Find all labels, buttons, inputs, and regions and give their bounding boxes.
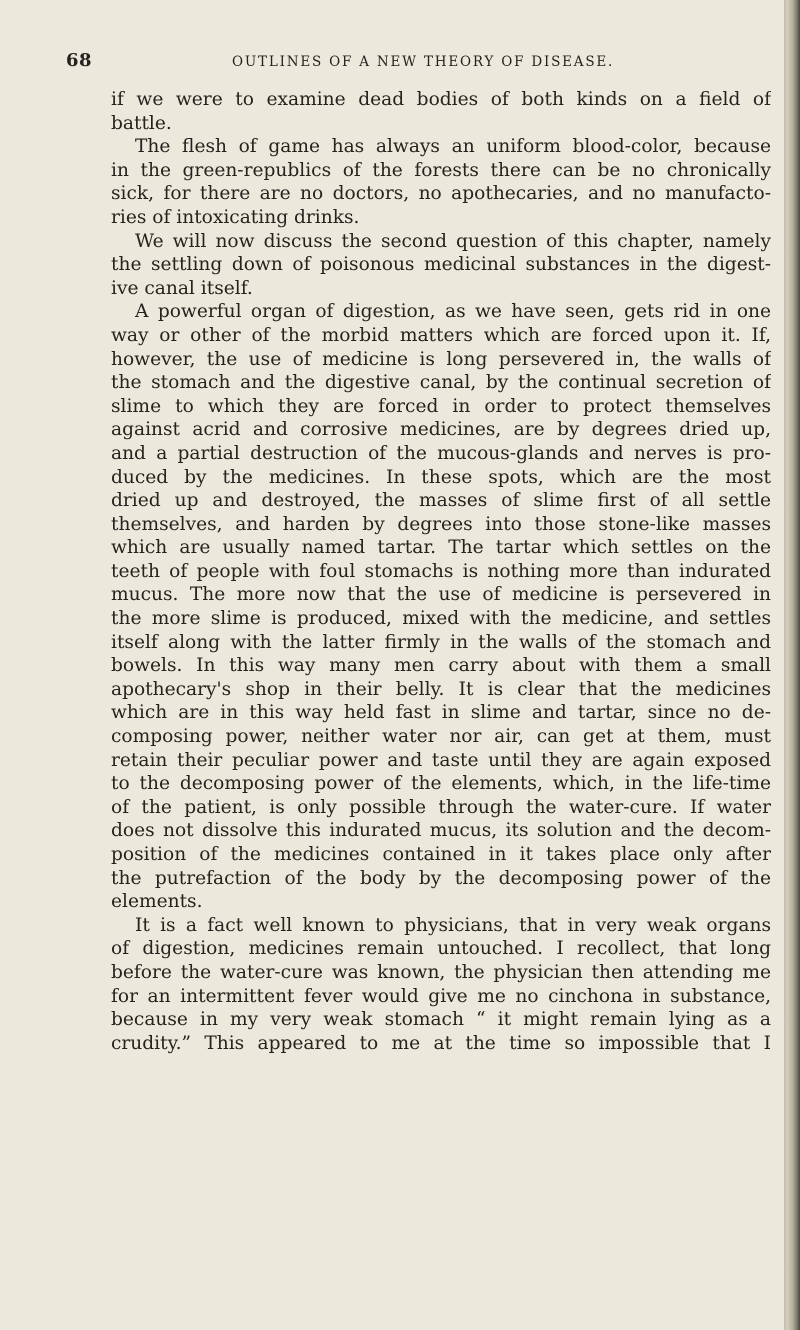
- text-line: in the green-republics of the forests there can be no chronically: [111, 159, 771, 181]
- text-line: however, the use of medicine is long persevered in, the walls of: [111, 348, 771, 370]
- text-line: against acrid and corrosive medicines, are by degrees dried up,: [111, 419, 771, 441]
- text-line: which are usually named tartar. The tartar which settles on the: [111, 537, 771, 559]
- paragraph-start-line: We will now discuss the second question of this chapter, namely: [135, 230, 771, 252]
- page-number: 68: [66, 50, 93, 71]
- text-line: elements.: [111, 891, 203, 913]
- text-line: and a partial destruction of the mucous-glands and nerves is pro-: [111, 442, 771, 464]
- text-line: of digestion, medicines remain untouched. I recollect, that long: [111, 938, 771, 960]
- body-text: [111, 88, 771, 1055]
- text-line: does not dissolve this indurated mucus, its solution and the decom-: [111, 820, 771, 842]
- text-line: duced by the medicines. In these spots, which are the most: [111, 466, 771, 488]
- text-line: of the patient, is only possible through the water-cure. If water: [111, 796, 771, 818]
- text-line: composing power, neither water nor air, can get at them, must: [111, 726, 771, 748]
- text-line: before the water-cure was known, the physician then attending me: [111, 961, 771, 983]
- text-line: the more slime is produced, mixed with the medicine, and settles: [111, 608, 771, 630]
- paragraph-start-line: It is a fact well known to physicians, that in very weak organs: [135, 914, 771, 936]
- text-line: because in my very weak stomach “ it might remain lying as a: [111, 1009, 771, 1031]
- text-line: dried up and destroyed, the masses of slime first of all settle: [111, 490, 771, 512]
- paragraph-start-line: The flesh of game has always an uniform blood-color, because: [135, 136, 771, 158]
- text-line: themselves, and harden by degrees into those stone-like masses: [111, 513, 771, 535]
- text-line: for an intermittent fever would give me no cinchona in substance,: [111, 985, 771, 1007]
- text-line: bowels. In this way many men carry about with them a small: [111, 655, 771, 677]
- book-spine-edge: [786, 0, 800, 1330]
- text-line: battle.: [111, 112, 172, 134]
- text-line: teeth of people with foul stomachs is nothing more than indurated: [111, 560, 771, 582]
- text-line: apothecary's shop in their belly. It is clear that the medicines: [111, 678, 771, 700]
- text-line: the putrefaction of the body by the decomposing power of the: [111, 867, 771, 889]
- text-line: crudity.” This appeared to me at the time so impossible that I: [111, 1032, 771, 1054]
- paragraph-start-line: A powerful organ of digestion, as we have seen, gets rid in one: [135, 301, 771, 323]
- text-line: ive canal itself.: [111, 277, 253, 299]
- text-line: itself along with the latter firmly in the walls of the stomach and: [111, 631, 771, 653]
- text-line: the settling down of poisonous medicinal substances in the digest-: [111, 254, 771, 276]
- text-line: sick, for there are no doctors, no apothecaries, and no manufacto-: [111, 183, 771, 205]
- text-line: way or other of the morbid matters which are forced upon it. If,: [111, 324, 771, 346]
- text-line: if we were to examine dead bodies of both kinds on a field of: [111, 89, 771, 110]
- text-line: position of the medicines contained in it takes place only after: [111, 844, 771, 865]
- text-line: which are in this way held fast in slime and tartar, since no de-: [111, 702, 771, 724]
- text-line: slime to which they are forced in order to protect themselves: [111, 395, 771, 417]
- text-line: mucus. The more now that the use of medicine is persevered in: [111, 584, 771, 606]
- page-header: [66, 50, 766, 76]
- text-line: the stomach and the digestive canal, by the continual secretion of: [111, 372, 771, 394]
- text-line: to the decomposing power of the elements, which, in the life-time: [111, 773, 771, 795]
- text-line: retain their peculiar power and taste until they are again exposed: [111, 749, 771, 771]
- running-head: OUTLINES OF A NEW THEORY OF DISEASE.: [232, 54, 615, 70]
- text-line: ries of intoxicating drinks.: [111, 206, 360, 228]
